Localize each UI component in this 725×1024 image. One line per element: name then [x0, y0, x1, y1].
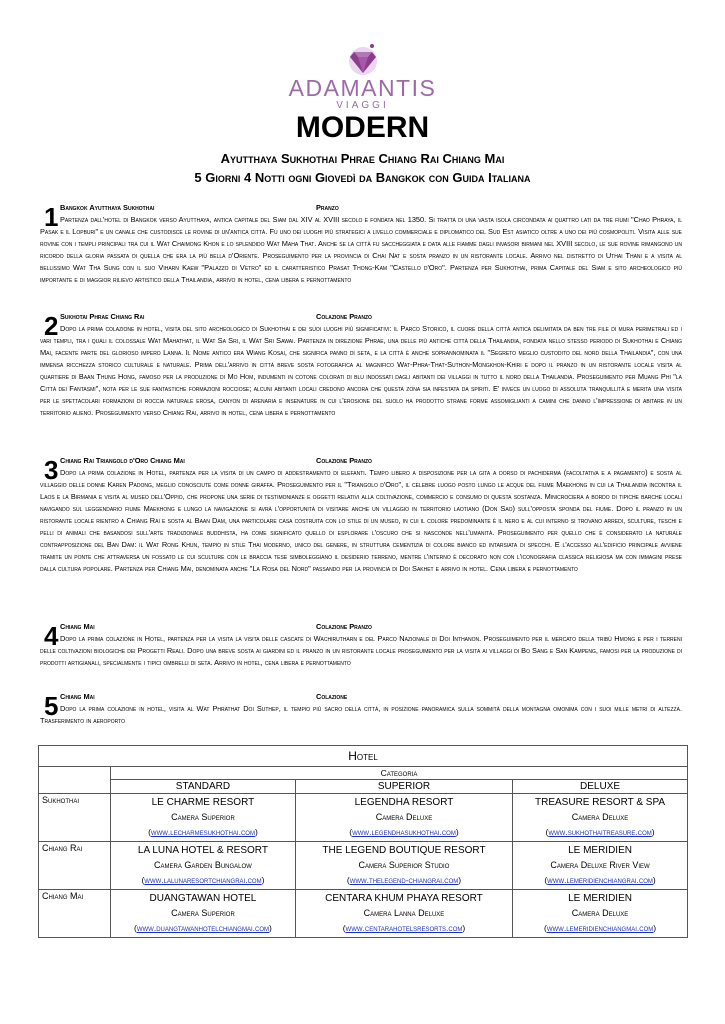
hotel-website: (www.lemeridienchiangmai.com)	[544, 923, 657, 933]
hotel-name: LE MERIDIEN	[568, 845, 632, 856]
diamond-logo-icon	[345, 40, 381, 76]
city-name: Sukhothai	[39, 794, 111, 842]
day-number: 2	[44, 311, 59, 341]
day-1	[40, 203, 682, 303]
empty-corner-cell	[39, 767, 111, 794]
room-type: Camera Superior	[171, 908, 235, 918]
hotel-website-link[interactable]: www.lemeridienchiangmai.com	[546, 923, 654, 933]
hotel-name: TREASURE RESORT & SPA	[535, 797, 666, 808]
hotel-name: LA LUNA HOTEL & RESORT	[137, 845, 268, 856]
hotels-table	[38, 745, 688, 938]
day-number: 1	[44, 202, 59, 232]
hotel-website: (www.lalunaresortchiangrai.com)	[141, 875, 265, 885]
page-title: MODERN	[295, 111, 430, 144]
room-type: Camera Deluxe	[571, 908, 629, 918]
hotel-website: (www.lecharmesukhothai.com)	[148, 827, 258, 837]
day-heading: Chiang Rai Triangolo d'Oro Chiang Mai	[60, 456, 185, 465]
hotel-cell	[513, 794, 688, 842]
room-type: Camera Lanna Deluxe	[363, 908, 445, 918]
room-type: Camera Deluxe River View	[550, 860, 650, 870]
day-meals: Colazione Pranzo	[316, 622, 372, 631]
table-row-chiang-mai	[39, 890, 688, 938]
hotel-name: LE CHARME RESORT	[151, 797, 255, 808]
hotel-website: (www.centarahotelsresorts.com)	[342, 923, 466, 933]
table-row-chiang-rai	[39, 842, 688, 890]
hotel-name: THE LEGEND BOUTIQUE RESORT	[322, 845, 486, 856]
hotel-website-link[interactable]: www.lecharmesukhothai.com	[150, 827, 255, 837]
day-4	[40, 622, 682, 684]
day-description: Dopo la prima colazione in hotel, visita al Wat Phrathat Doi Suthep, il tempio più sacro della città, in posizione panoramica sulla sommità della montagna omonima con i suoi mille metri di altezza. Trasferimento in aeroporto	[40, 704, 682, 725]
day-heading: Chiang Mai	[60, 692, 95, 701]
column-header-superior: SUPERIOR	[295, 780, 512, 794]
hotel-cell	[111, 890, 296, 938]
hotel-cell	[295, 890, 512, 938]
day-meals: Pranzo	[316, 203, 339, 212]
hotel-cell	[111, 842, 296, 890]
hotel-name: CENTARA KHUM PHAYA RESORT	[325, 893, 483, 904]
column-header-standard: STANDARD	[111, 780, 296, 794]
room-type: Camera Superior	[171, 812, 235, 822]
column-header-deluxe: DELUXE	[513, 780, 688, 794]
tour-subtitle: 5 Giorni 4 Notti ogni Giovedì da Bangkok con Guida Italiana	[194, 170, 531, 185]
day-description: Dopo la prima colazione in hotel, visita del sito archeologico di Sukhothai e dei suoi luoghi più significativi: il Parco Storico, il cuore della città antica delimitata da ben tre file di mura perimetrali ed i vari templi, tra i quali il colossale Wat Mahathat, il Wat Sa Sri, il Wat Sri Sawai. Partenza in direzione Phrae, una delle più antiche città della Thailandia, fondata nello stesso periodo di Sukhothai e Chiang Mai, facente parte del glorioso impero Lanna. Il Nome antico era Wiang Kosai, che significa panno di seta, e la città è anche soprannominata il "Segreto meglio custodito del nord della Thailandia", con una immensa ricchezza storico culturale e naturale. Prima dell'arrivo in città breve sosta fotografica al magnifico Wat-Phra-That-Suthon-Mongkhon-Khiri e dopo il pranzo in un ristorante locale visita al quartiere di Baan Thung Hong, famoso per la produzione di Mo Hom, indumenti in cotone colorati di blu indossati dagli abitanti dei villaggi in tutto il nord della Thailandia. Proseguimento per Muang Phi "la Città dei Fantasmi", nota per le sue fantastiche formazioni rocciose; alcuni abitanti locali credono ancora che questa zona sia infestata da spiriti. E' invece un luogo di assoluta tranquillità e merita una visita per le spettacolari formazioni di roccia naturale erosa, canyon di arenaria e insenature in cui l'erosione del suolo ha prodotto strane forme assomiglianti a camini che danno l'impressione di abitare in un territorio alieno. Proseguimento verso Chiang Rai, arrivo in hotel, cena libera e pernottamento	[40, 324, 682, 417]
day-description: Partenza dall'hotel di Bangkok verso Ayutthaya, antica capitale del Siam dal XIV al XVIII secolo e fondata nel 1350. Si tratta di una vasta isola circondata ai quattro lati da tre fiumi "Chao Phraya, il Pasak e il Lopburi" e un canale che custodisce le rovine di un'antica città. Fu uno dei luoghi più strategici a livello commerciale e diplomatico del Sud Est asiatico oltre a uno dei più cosmopoliti. Visita alle sue rovine con i templi principali tra cui il Wat Chaimong Khon e lo splendido Wat Maha That. Anche se la città fu saccheggiata e data alle fiamme dagli invasori birmani nel XVIII secolo, le sue rovine rimangono un ricordo della gloria passata di quella che era la più bella d'Oriente. Proseguimento per la provincia di Chai Nat e sosta pranzo in un ristorante locale. Arrivo nel distretto di Uthai Thani e a visita al bellissimo Wat Tha Sung con il suo Viharn Kaew "Palazzo di Vetro" ed il caratteristico Prasat Thong-Kam "Castello d'Oro". Partenza per Sukhothai, prima Capitale del Siam e sito archeologico più importante e di maggior rilievo artistico della Thailandia, arrivo in hotel, cena libera e pernottamento	[40, 215, 682, 284]
day-5	[40, 692, 682, 728]
day-number: 5	[44, 691, 59, 721]
hotel-cell	[295, 794, 512, 842]
day-heading: Sukhotai Phrae Chiang Rai	[60, 312, 145, 321]
day-number: 3	[44, 455, 59, 485]
hotel-name: LEGENDHA RESORT	[354, 797, 454, 808]
hotel-name: LE MERIDIEN	[568, 893, 632, 904]
city-name: Chiang Mai	[39, 890, 111, 938]
hotel-cell	[295, 842, 512, 890]
hotel-cell	[513, 890, 688, 938]
hotel-website: (www.thelegend-chiangrai.com)	[346, 875, 462, 885]
day-meals: Colazione	[316, 692, 348, 701]
hotel-website-link[interactable]: www.legendhasukhothai.com	[352, 827, 456, 837]
day-3	[40, 456, 682, 616]
day-heading: Bangkok Ayutthaya Sukhothai	[60, 203, 155, 212]
day-meals: Colazione Pranzo	[316, 456, 372, 465]
hotel-website-link[interactable]: www.duangtawanhotelchiangmai.com	[136, 923, 270, 933]
brand-subtitle: VIAGGI	[336, 100, 389, 111]
category-label: Categoria	[111, 767, 688, 780]
city-name: Chiang Rai	[39, 842, 111, 890]
hotel-website-link[interactable]: www.sukhothaitreasure.com	[548, 827, 652, 837]
hotel-website-link[interactable]: www.thelegend-chiangrai.com	[349, 875, 459, 885]
table-row-sukhothai	[39, 794, 688, 842]
room-type: Camera Superior Studio	[358, 860, 450, 870]
hotel-cell	[111, 794, 296, 842]
day-2	[40, 312, 682, 447]
day-description: Dopo la prima colazione in Hotel, partenza per la visita di un campo di addestramento di elefanti. Tempo libero a disposizione per la gita a dorso di pachiderma (facoltativa e a pagamento) e sosta al villaggio delle donne Karen Padong, meglio conosciute come donne giraffa. Proseguimento per il "Triangolo d'Oro", il celebre luogo posto lungo le acque del fiume Maekhong in cui la Thailandia incontra il Laos e la Birmania e visita al museo dell'Oppio, che propone una serie di testimonianze e oggetti relativi alla coltivazione, commercio e consumo di questa sostanza. Minicrociera a bordo di tipiche barche locali navigando sul leggendario fiume Maekhong e lungo la navigazione si avrà l'opportunità di visitare anche un villaggio in territorio laotiano (Don Sao) sull'opposta sponda del fiume. Dopo il pranzo in un ristorante locale rientro a Chiang Rai e sosta al Baan Dam, una particolare casa costruita con lo stile di un museo, in cui il colore predominante è il nero e al cui interno si trovano arredi, sculture, teschi e pelli di animali che basandosi sull'arte tradizionale buddhista, ha come significato quello di esplorare l'oscuro che si nasconde nell'umanità. Proseguimento per quello che è considerato la naturale contrapposizione del Ban Dam: il Wat Rong Khun, tempio in stile Thai moderno, unico del genere, in struttura cementizia di colore bianco ed intarsiata di specchi. E l'accesso all'edificio principale avviene tramite un ponte che attraversa un fossato le cui sculture con le braccia tese simboleggiano il desiderio terreno, mentre l'interno è decorato non con l'iconografia classica religiosa ma con immagini prese dalla cultura popolare. Partenza per Chiang Mai, denominata anche "La Rosa del Nord" passando per la provincia di Doi Sakhet e arrivo in hotel. Cena libera e pernottamento	[40, 468, 682, 573]
brand-name: ADAMANTIS	[288, 75, 437, 101]
route-subtitle: Ayutthaya Sukhothai Phrae Chiang Rai Chiang Mai	[220, 151, 505, 166]
hotel-website: (www.duangtawanhotelchiangmai.com)	[134, 923, 272, 933]
hotel-cell	[513, 842, 688, 890]
hotel-website: (www.sukhothaitreasure.com)	[545, 827, 655, 837]
hotel-name: DUANGTAWAN HOTEL	[149, 893, 257, 904]
hotel-website: (www.lemeridienchiangrai.com)	[544, 875, 656, 885]
hotel-website-link[interactable]: www.centarahotelsresorts.com	[345, 923, 463, 933]
day-heading: Chiang Mai	[60, 622, 95, 631]
room-type: Camera Garden Bungalow	[154, 860, 252, 870]
hotel-website-link[interactable]: www.lemeridienchiangrai.com	[547, 875, 653, 885]
hotel-website-link[interactable]: www.lalunaresortchiangrai.com	[144, 875, 262, 885]
logo	[0, 40, 725, 112]
day-description: Dopo la prima colazione in Hotel, partenza per la visita la visita delle cascate di Wachirutharn e del Parco Nazionale di Doi Inthanon. Proseguimento per il mercato della tribù Hmong e per i terreni delle coltivazioni biologiche dei Progetti Reali. Dopo una breve sosta ai giardini ed il pranzo in un ristorante locale proseguimento per la visita ai villaggi di Bo Sang e San Kampeng, famosi per la produzione di prodotti artigianali, specialmente i tipici ombrelli di seta. Arrivo in hotel, cena libera e pernottamento	[40, 634, 682, 667]
day-number: 4	[44, 621, 59, 651]
day-meals: Colazione Pranzo	[316, 312, 372, 321]
hotel-website: (www.legendhasukhothai.com)	[349, 827, 459, 837]
hotels-table-title: Hotel	[39, 746, 688, 767]
room-type: Camera Deluxe	[571, 812, 629, 822]
room-type: Camera Deluxe	[375, 812, 433, 822]
